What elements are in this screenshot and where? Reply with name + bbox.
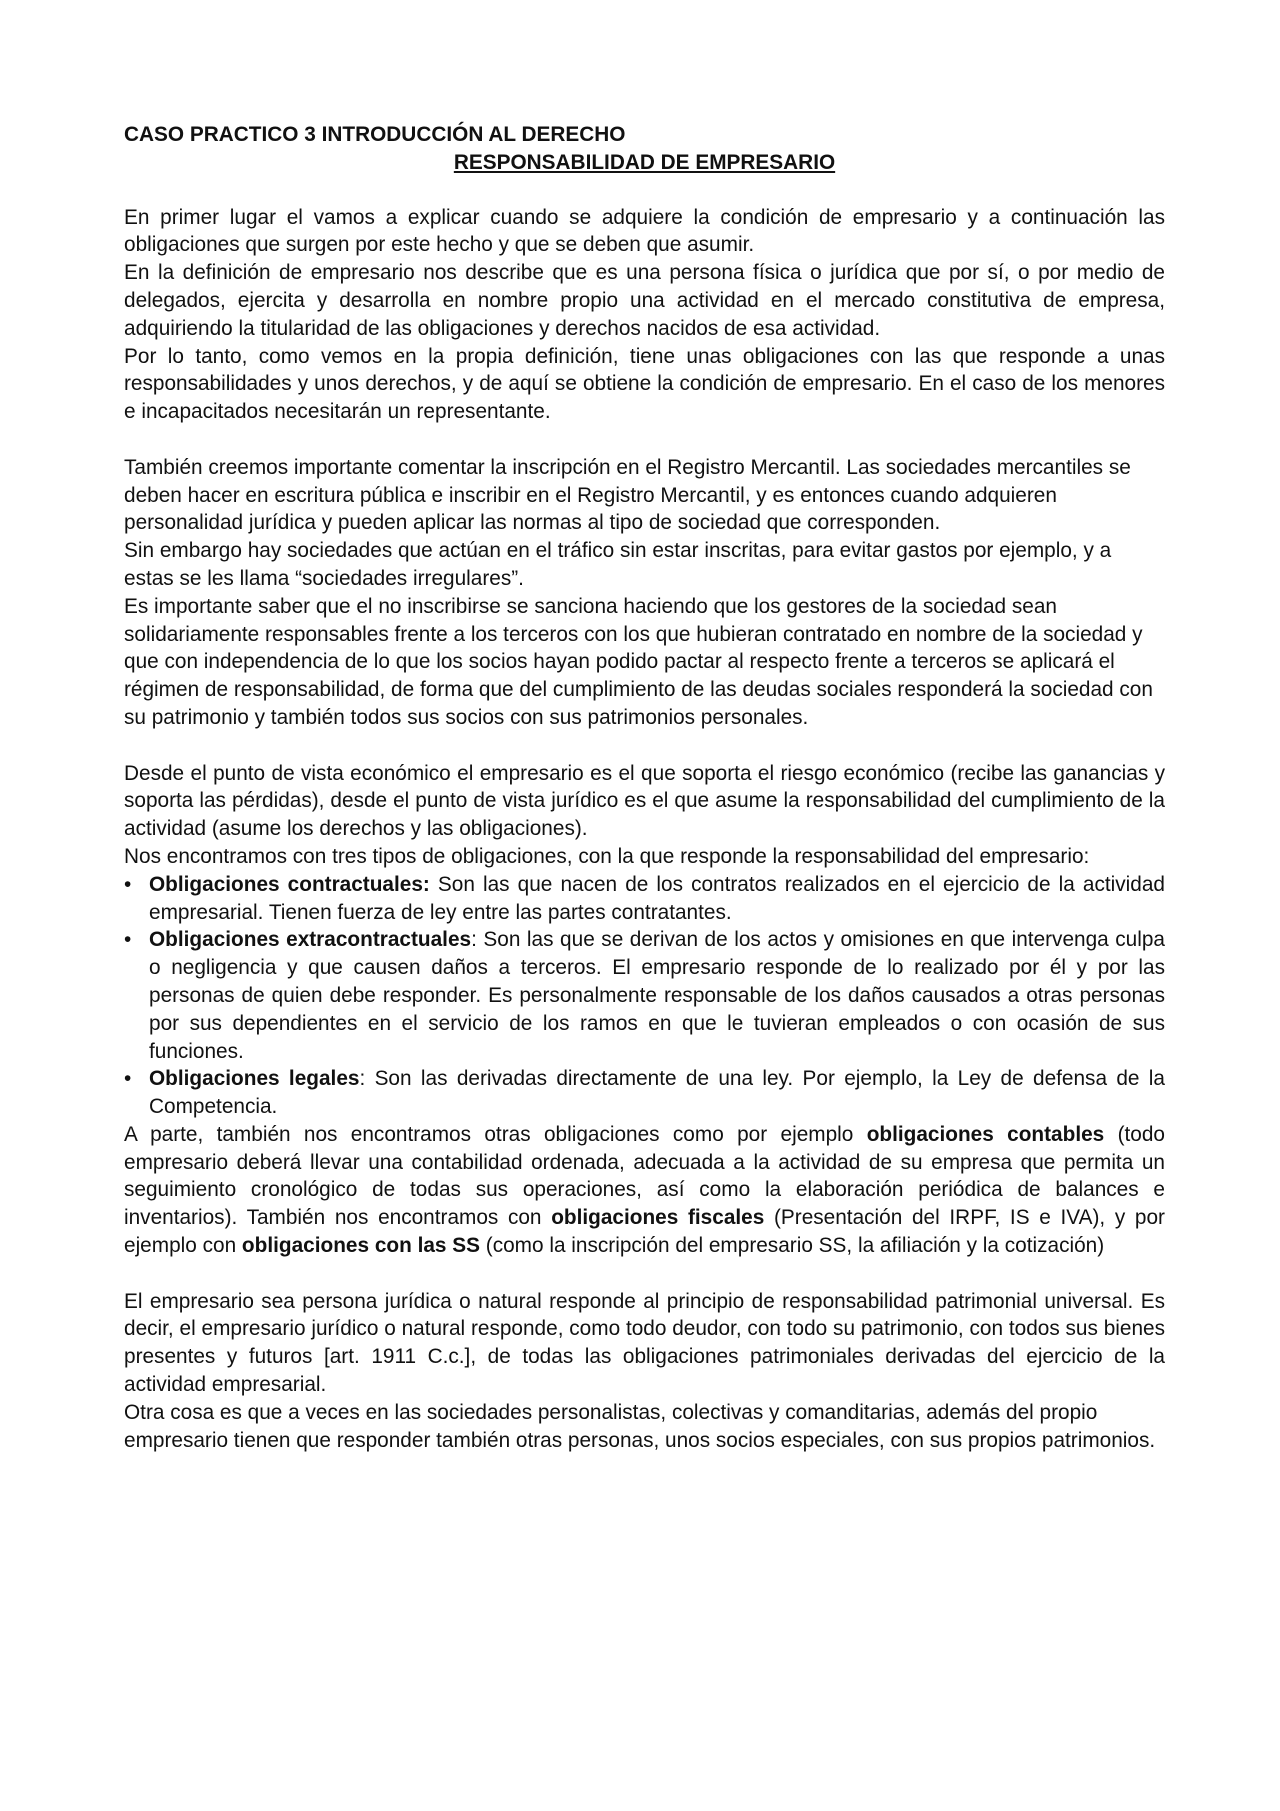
bullet-icon: • (124, 1067, 132, 1091)
document-title: CASO PRACTICO 3 INTRODUCCIÓN AL DERECHO (124, 123, 626, 146)
paragraph: El empresario sea persona jurídica o natural responde al principio de responsabilidad patrimonial universal. Es decir, el empresario jurídico o natural responde, como todo deudor, con todo su patrimonio, con todos sus bienes presentes y futuros [art. 1911 C.c.], de todas las obligaciones patrimoniales derivadas del ejercicio de la actividad empresarial. (124, 1289, 1165, 1397)
paragraph: En primer lugar el vamos a explicar cuando se adquiere la condición de empresario y a continuación las obligaciones que surgen por este hecho y que se deben que asumir. (124, 205, 1165, 257)
paragraph-gap (124, 732, 1165, 760)
list-item (124, 871, 1165, 927)
list-item (124, 1065, 1165, 1121)
paragraph-gap (124, 426, 1165, 454)
bold-term: obligaciones contables (866, 1122, 1105, 1146)
list-item-text: : Son las que se derivan de los actos y omisiones en que intervenga culpa o negligencia y que causen daños a terceros. El empresario responde de lo realizado por él y por las personas de quien debe responder. Es personalmente responsable de los daños causados a otras personas por sus dependientes en el servicio de los ramos en que le tuvieran empleados o con ocasión de sus funciones. (149, 928, 1165, 1063)
document-subtitle: RESPONSABILIDAD DE EMPRESARIO (453, 150, 836, 174)
bullet-icon: • (124, 928, 132, 952)
text-run: A parte, también nos encontramos otras obligaciones como por ejemplo (124, 1122, 867, 1146)
list-item-term: Obligaciones extracontractuales (149, 928, 472, 952)
paragraph: Por lo tanto, como vemos en la propia definición, tiene unas obligaciones con las que responde a unas responsabilidades y unos derechos, y de aquí se obtiene la condición de empresario. En el caso de los menores e incapacitados necesitarán un representante. (124, 344, 1165, 424)
text-run: (como la inscripción del empresario SS, la afiliación y la cotización) (480, 1234, 1105, 1258)
text-run: (Presentación del IRPF, IS e IVA), y por ejemplo con (124, 1206, 1165, 1258)
list-item (124, 926, 1165, 1065)
document-page (124, 121, 1165, 1454)
paragraph: Otra cosa es que a veces en las sociedades personalistas, colectivas y comanditarias, además del propio empresario tienen que responder también otras personas, unos socios especiales, con sus propios patrimonios. (124, 1400, 1156, 1452)
paragraph: Desde el punto de vista económico el empresario es el que soporta el riesgo económico (recibe las ganancias y soporta las pérdidas), desde el punto de vista jurídico es el que asume la responsabilidad del cumplimiento de la actividad (asume los derechos y las obligaciones). (124, 761, 1165, 841)
paragraph: También creemos importante comentar la inscripción en el Registro Mercantil. Las sociedades mercantiles se deben hacer en escritura pública e inscribir en el Registro Mercantil, y es entonces cuando adquieren personalidad jurídica y pueden aplicar las normas al tipo de sociedad que corresponden. (124, 455, 1131, 535)
list-item-text: Son las que nacen de los contratos realizados en el ejercicio de la actividad empresarial. Tienen fuerza de ley entre las partes contratantes. (149, 872, 1165, 924)
obligations-list (124, 871, 1165, 1121)
list-item-term: Obligaciones legales (149, 1067, 360, 1091)
paragraph: En la definición de empresario nos describe que es una persona física o jurídica que por sí, o por medio de delegados, ejercita y desarrolla en nombre propio una actividad en el mercado constitutiva de empresa, adquiriendo la titularidad de las obligaciones y derechos nacidos de esa actividad. (124, 261, 1165, 340)
paragraph: Sin embargo hay sociedades que actúan en el tráfico sin estar inscritas, para evitar gastos por ejemplo, y a estas se les llama “sociedades irregulares”. (124, 539, 1112, 590)
list-item-text: : Son las derivadas directamente de una ley. Por ejemplo, la Ley de defensa de la Competencia. (149, 1067, 1165, 1119)
bullet-icon: • (124, 872, 132, 896)
paragraph: Es importante saber que el no inscribirse se sanciona haciendo que los gestores de la sociedad sean solidariamente responsables frente a los terceros con los que hubieran contratado en nombre de la sociedad y que con independencia de lo que los socios hayan podido pactar al respecto frente a terceros se aplicará el régimen de responsabilidad, de forma que del cumplimiento de las deudas sociales responderá la sociedad con su patrimonio y también todos sus socios con sus patrimonios personales. (124, 594, 1153, 729)
paragraph: Nos encontramos con tres tipos de obligaciones, con la que responde la responsabilidad del empresario: (124, 844, 1090, 868)
list-item-term: Obligaciones contractuales: (149, 872, 430, 896)
bold-term: obligaciones con las SS (241, 1234, 480, 1258)
paragraph-gap (124, 1260, 1165, 1288)
paragraph (124, 1121, 1165, 1260)
text-run: (todo empresario deberá llevar una contabilidad ordenada, adecuada a la actividad de su empresa que permita un seguimiento cronológico de todas sus operaciones, así como la elaboración periódica de balances e inventarios). También nos encontramos con (124, 1122, 1165, 1230)
bold-term: obligaciones fiscales (551, 1206, 765, 1230)
